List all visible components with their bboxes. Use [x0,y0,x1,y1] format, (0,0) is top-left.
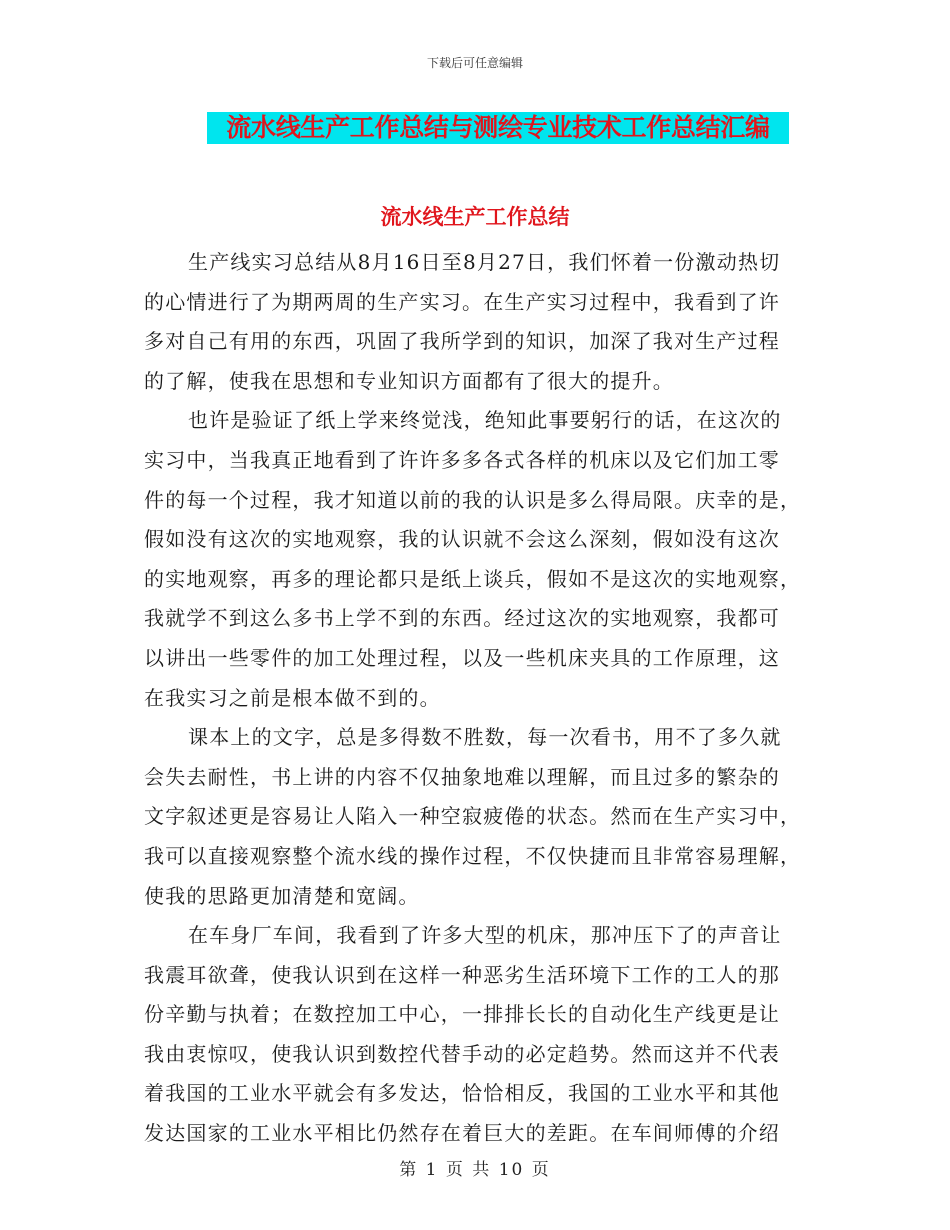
text-line: 我可以直接观察整个流水线的操作过程，不仅快捷而且非常容易理解， [144,843,802,868]
header-note: 下载后可任意编辑 [426,56,523,70]
document-title: 流水线生产工作总结与测绘专业技术工作总结汇编 [226,113,770,142]
text-line: 发达国家的工业水平相比仍然存在着巨大的差距。在车间师傅的介绍 [144,1121,780,1146]
text-line: 生产线实习总结从8月16日至8月27日，我们怀着一份激动热切 [188,250,781,274]
page-footer: 第 1 页 共 10 页 [399,1160,551,1180]
text-line: 文字叙述更是容易让人陷入一种空寂疲倦的状态。然而在生产实习中， [144,804,802,829]
text-line: 实习中，当我真正地看到了许许多多各式各样的机床以及它们加工零 [144,447,780,472]
text-line: 我由衷惊叹，使我认识到数控代替手动的必定趋势。然而这并不代表 [144,1041,780,1066]
text-line: 课本上的文字，总是多得数不胜数，每一次看书，用不了多久就 [188,725,782,750]
text-line: 也许是验证了纸上学来终觉浅，绝知此事要躬行的话，在这次的 [188,408,782,433]
text-line: 以讲出一些零件的加工处理过程，以及一些机床夹具的工作原理，这 [144,645,780,670]
text-line: 假如没有这次的实地观察，我的认识就不会这么深刻，假如没有这次 [144,527,780,552]
text-line: 件的每一个过程，我才知道以前的我的认识是多么得局限。庆幸的是， [144,487,802,512]
text-line: 我震耳欲聋，使我认识到在这样一种恶劣生活环境下工作的工人的那 [144,962,780,987]
body-text [144,243,804,1154]
text-line: 会失去耐性，书上讲的内容不仅抽象地难以理解，而且过多的繁杂的 [144,764,780,789]
text-line: 在我实习之前是根本做不到的。 [144,685,441,710]
text-line: 份辛勤与执着；在数控加工中心，一排排长长的自动化生产线更是让 [144,1002,780,1027]
section-title: 流水线生产工作总结 [380,204,570,229]
text-line: 着我国的工业水平就会有多发达，恰恰相反，我国的工业水平和其他 [144,1081,780,1106]
text-line: 多对自己有用的东西，巩固了我所学到的知识，加深了我对生产过程 [144,329,780,354]
document-title-highlight [207,112,789,144]
text-line: 我就学不到这么多书上学不到的东西。经过这次的实地观察，我都可 [144,606,780,631]
text-line: 使我的思路更加清楚和宽阔。 [144,883,420,908]
text-line: 的心情进行了为期两周的生产实习。在生产实习过程中，我看到了许 [144,289,780,314]
text-line: 的实地观察，再多的理论都只是纸上谈兵，假如不是这次的实地观察， [144,566,802,591]
text-line: 的了解，使我在思想和专业知识方面都有了很大的提升。 [144,368,674,393]
text-line: 在车身厂车间，我看到了许多大型的机床，那冲压下了的声音让 [188,923,782,948]
